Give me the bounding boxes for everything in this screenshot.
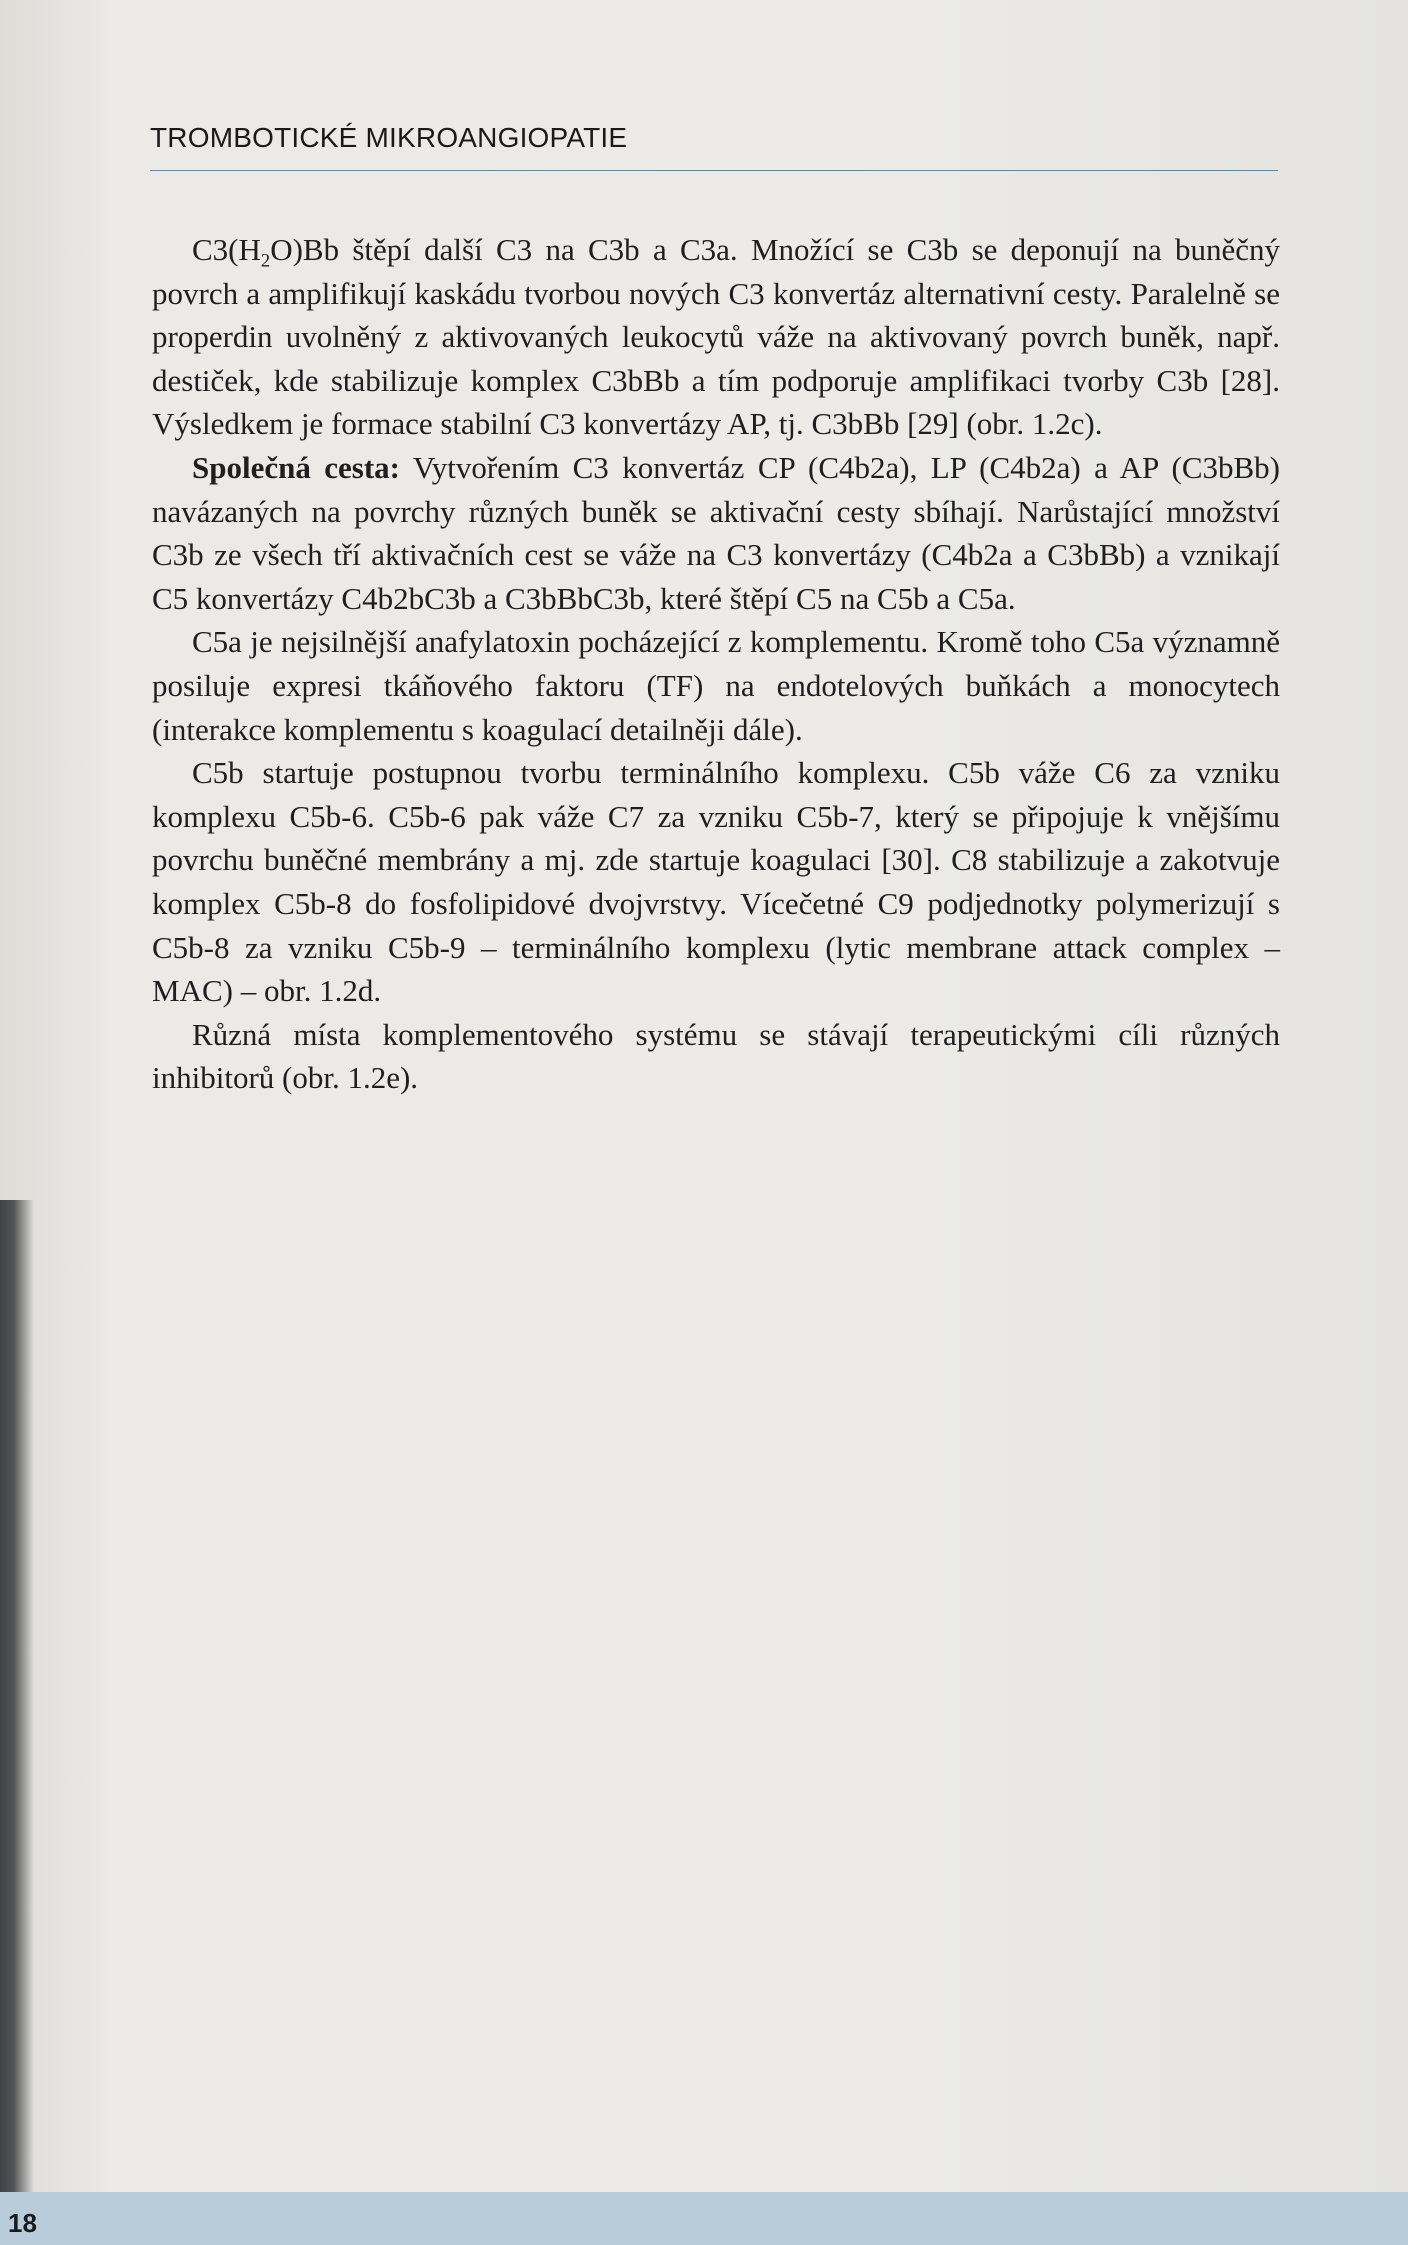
paragraph-c5a: C5a je nejsilnější anafylatoxin pocházející z komplementu. Kromě toho C5a významně posiluje expresi tkáňového faktoru (TF) na endotelových buňkách a monocytech (interakce komplementu s koagulací detailněji dále). — [152, 624, 1280, 747]
page-header — [150, 118, 1278, 158]
page-number: 18 — [8, 2208, 37, 2238]
footer-band — [0, 2192, 1408, 2245]
p1-pre: C3(H — [192, 232, 261, 267]
running-head: TROMBOTICKÉ MIKROANGIOPATIE — [150, 122, 628, 153]
paragraph-inhibitors: Různá místa komplementového systému se stávají terapeutickými cíli různých inhibitorů (obr. 1.2e). — [152, 1016, 1280, 1096]
p2-text: Vytvořením C3 konvertáz CP (C4b2a), LP (C4b2a) a AP (C3bBb) navázaných na povrchy různých buněk se aktivační cesty sbíhají. Narůstající množství C3b ze všech tří aktivačních cest se váže na C3 konvertázy (C4b2a a C3bBb) a vznikají C5 konvertázy C4b2bC3b a C3bBbC3b, které štěpí C5 na C5b a C5a. — [152, 449, 1280, 616]
binding-shadow — [0, 1200, 34, 2192]
p2-heading: Společná cesta: — [192, 449, 400, 485]
p1-post: O)Bb štěpí další C3 na C3b a C3a. Množící se C3b se deponují na buněčný povrch a amplifikují kaskádu tvorbou nových C3 konvertáz alternativní cesty. Paralelně se properdin uvolněný z aktivovaných leukocytů váže na aktivovaný povrch buněk, např. destiček, kde stabilizuje komplex C3bBb a tím podporuje amplifikaci tvorby C3b [28]. Výsledkem je formace stabilní C3 konvertázy AP, tj. C3bBb [29] (obr. 1.2c). — [152, 232, 1280, 442]
header-rule — [150, 170, 1278, 171]
body-text — [152, 228, 1280, 1100]
p1-subscript: 2 — [260, 250, 271, 272]
paragraph-alternative-pathway — [152, 228, 1280, 446]
paragraph-common-pathway — [152, 446, 1280, 620]
paragraph-c5b: C5b startuje postupnou tvorbu terminálního komplexu. C5b váže C6 za vzniku komplexu C5b-6. C5b-6 pak váže C7 za vzniku C5b-7, který se připojuje k vnějšímu povrchu buněčné membrány a mj. zde startuje koagulaci [30]. C8 stabilizuje a zakotvuje komplex C5b-8 do fosfolipidové dvojvrstvy. Vícečetné C9 podjednotky polymerizují s C5b-8 za vzniku C5b-9 – terminálního komplexu (lytic membrane attack complex – MAC) – obr. 1.2d. — [152, 755, 1280, 1009]
